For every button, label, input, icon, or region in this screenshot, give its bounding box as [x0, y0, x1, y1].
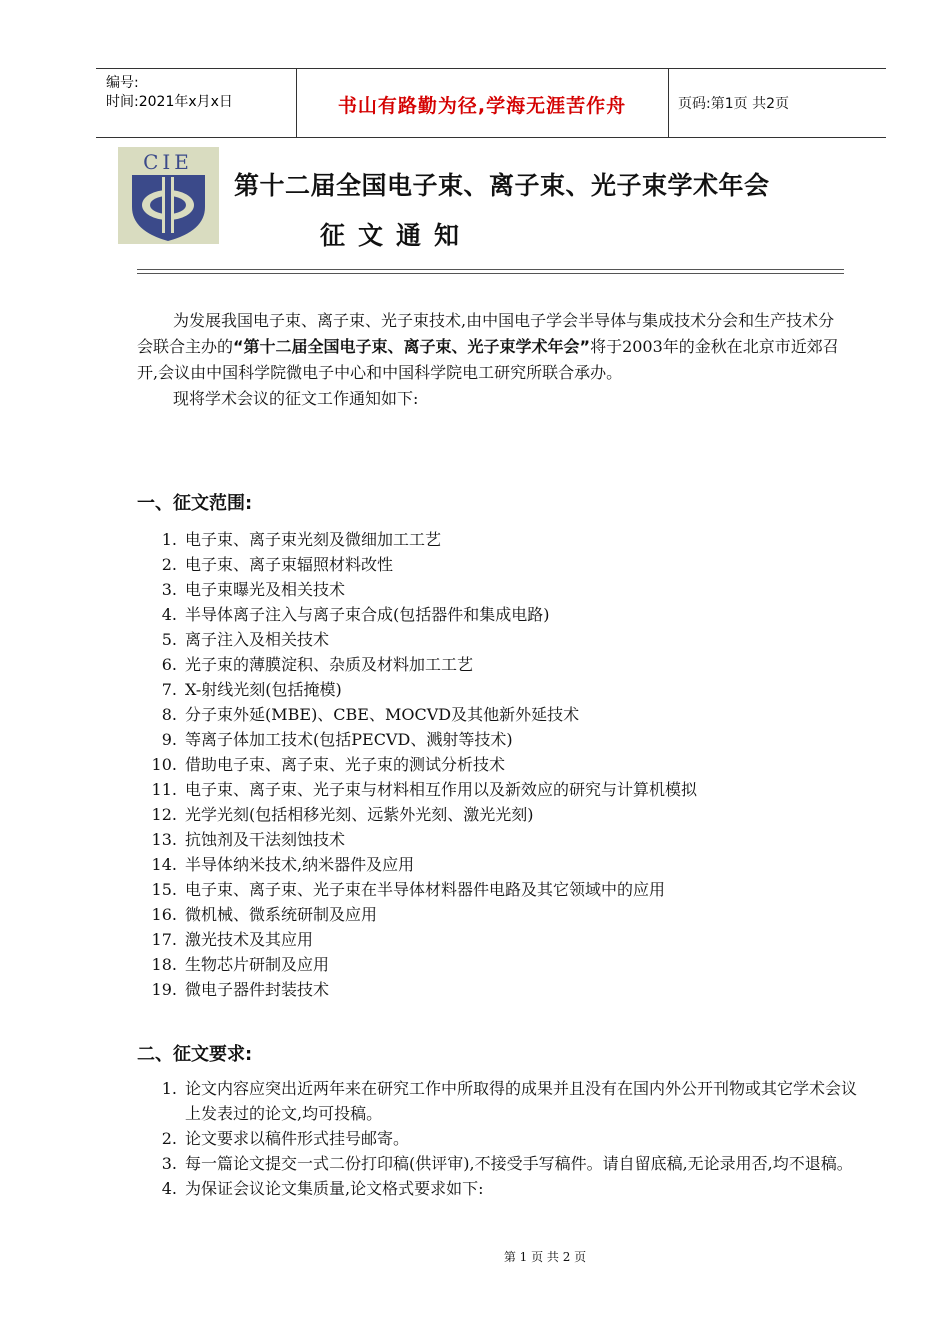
list-item-number: 17.	[151, 930, 177, 949]
list-item-number: 12.	[151, 805, 177, 824]
list-item-number: 4.	[161, 605, 177, 624]
list-item-number: 19.	[151, 980, 177, 999]
list-item	[137, 677, 857, 702]
title-divider	[137, 269, 844, 270]
section-1-list	[137, 527, 857, 1002]
list-item	[137, 1176, 857, 1201]
number-label: 编号:	[106, 75, 139, 91]
list-item-number: 18.	[151, 955, 177, 974]
list-item-text: 光学光刻(包括相移光刻、远紫外光刻、激光光刻)	[185, 805, 534, 824]
list-item	[137, 577, 857, 602]
list-item-text: 论文要求以稿件形式挂号邮寄。	[185, 1129, 410, 1148]
list-item-number: 3.	[161, 580, 177, 599]
list-item-text: 生物芯片研制及应用	[185, 955, 330, 974]
cie-logo-icon	[118, 147, 219, 244]
list-item	[137, 952, 857, 977]
time-label: 时间:2021年x月x日	[106, 94, 233, 110]
intro-section	[137, 308, 849, 412]
intro-text-after: 将于2003年的金秋在北京市近郊召开,会议由中国科学院微电子中心和中国科学院电工研究所联合承办。	[137, 337, 839, 382]
list-item-text: 抗蚀剂及干法刻蚀技术	[185, 830, 346, 849]
list-item	[137, 977, 857, 1002]
list-item-number: 2.	[161, 1129, 177, 1148]
list-item	[137, 702, 857, 727]
page-title: 第十二届全国电子束、离子束、光子束学术年会	[234, 171, 770, 200]
list-item-text: 电子束、离子束辐照材料改性	[185, 555, 394, 574]
list-item-number: 1.	[161, 530, 177, 549]
list-item-text: 等离子体加工技术(包括PECVD、溅射等技术)	[185, 730, 513, 749]
list-item-text: 分子束外延(MBE)、CBE、MOCVD及其他新外延技术	[185, 705, 580, 724]
list-item-text: 电子束曝光及相关技术	[185, 580, 346, 599]
list-item-number: 2.	[161, 555, 177, 574]
list-item-text: 为保证会议论文集质量,论文格式要求如下:	[185, 1179, 484, 1198]
list-item-text: 每一篇论文提交一式二份打印稿(供评审),不接受手写稿件。请自留底稿,无论录用否,均不退稿。	[185, 1154, 853, 1173]
intro-paragraph-2: 现将学术会议的征文工作通知如下:	[173, 389, 419, 408]
page-label: 页码:第1页 共2页	[678, 96, 789, 112]
list-item-text: 微机械、微系统研制及应用	[185, 905, 378, 924]
list-item	[137, 877, 857, 902]
page-subtitle: 征文通知	[320, 221, 473, 250]
list-item-number: 10.	[151, 755, 177, 774]
list-item-text: X-射线光刻(包括掩模)	[185, 680, 342, 699]
list-item	[137, 1126, 857, 1151]
list-item-text: 借助电子束、离子束、光子束的测试分析技术	[185, 755, 506, 774]
list-item	[137, 927, 857, 952]
list-item	[137, 627, 857, 652]
list-item-text: 电子束、离子束光刻及微细加工工艺	[185, 530, 442, 549]
list-item-number: 6.	[161, 655, 177, 674]
list-item-text: 光子束的薄膜淀积、杂质及材料加工工艺	[185, 655, 474, 674]
list-item-number: 15.	[151, 880, 177, 899]
intro-conference-name: “第十二届全国电子束、离子束、光子束学术年会”	[233, 337, 591, 356]
list-item-number: 16.	[151, 905, 177, 924]
section-2-list	[137, 1076, 857, 1201]
list-item	[137, 552, 857, 577]
intro-text-before: 为发展我国电子束、离子束、光子束技术,由中国电子学会半导体与集成技术分会和生产技术分会联合主办的	[137, 311, 835, 356]
list-item-text: 电子束、离子束、光子束与材料相互作用以及新效应的研究与计算机模拟	[185, 780, 698, 799]
list-item-text: 电子束、离子束、光子束在半导体材料器件电路及其它领域中的应用	[185, 880, 666, 899]
list-item	[137, 602, 857, 627]
list-item	[137, 902, 857, 927]
list-item	[137, 777, 857, 802]
list-item-text: 半导体离子注入与离子束合成(包括器件和集成电路)	[185, 605, 550, 624]
logo-text: CIE	[143, 150, 193, 174]
document-header	[96, 68, 886, 138]
list-item	[137, 802, 857, 827]
list-item-number: 11.	[151, 780, 177, 799]
list-item-number: 1.	[161, 1079, 177, 1098]
header-info-cell	[96, 69, 297, 137]
list-item	[137, 527, 857, 552]
list-item-number: 13.	[151, 830, 177, 849]
list-item-number: 3.	[161, 1154, 177, 1173]
title-divider-second	[137, 273, 844, 274]
list-item-text: 激光技术及其应用	[185, 930, 314, 949]
list-item	[137, 1076, 857, 1126]
list-item	[137, 827, 857, 852]
list-item-text: 论文内容应突出近两年来在研究工作中所取得的成果并且没有在国内外公开刊物或其它学术会议上发表过的论文,均可投稿。	[185, 1079, 858, 1123]
section-1-heading: 一、征文范围:	[137, 493, 253, 514]
motto-text: 书山有路勤为径,学海无涯苦作舟	[337, 95, 627, 117]
list-item-text: 离子注入及相关技术	[185, 630, 330, 649]
header-page-cell	[668, 69, 886, 137]
list-item	[137, 852, 857, 877]
list-item	[137, 727, 857, 752]
list-item	[137, 652, 857, 677]
list-item-number: 14.	[151, 855, 177, 874]
header-motto-cell	[296, 69, 669, 137]
list-item-number: 4.	[161, 1179, 177, 1198]
list-item-text: 半导体纳米技术,纳米器件及应用	[185, 855, 415, 874]
list-item-number: 7.	[161, 680, 177, 699]
list-item	[137, 1151, 857, 1176]
list-item-text: 微电子器件封装技术	[185, 980, 330, 999]
list-item-number: 5.	[161, 630, 177, 649]
intro-paragraph-1	[137, 308, 849, 386]
page-footer: 第 1 页 共 2 页	[503, 1250, 587, 1264]
list-item-number: 8.	[161, 705, 177, 724]
list-item-number: 9.	[161, 730, 177, 749]
list-item	[137, 752, 857, 777]
section-2-heading: 二、征文要求:	[137, 1044, 253, 1065]
